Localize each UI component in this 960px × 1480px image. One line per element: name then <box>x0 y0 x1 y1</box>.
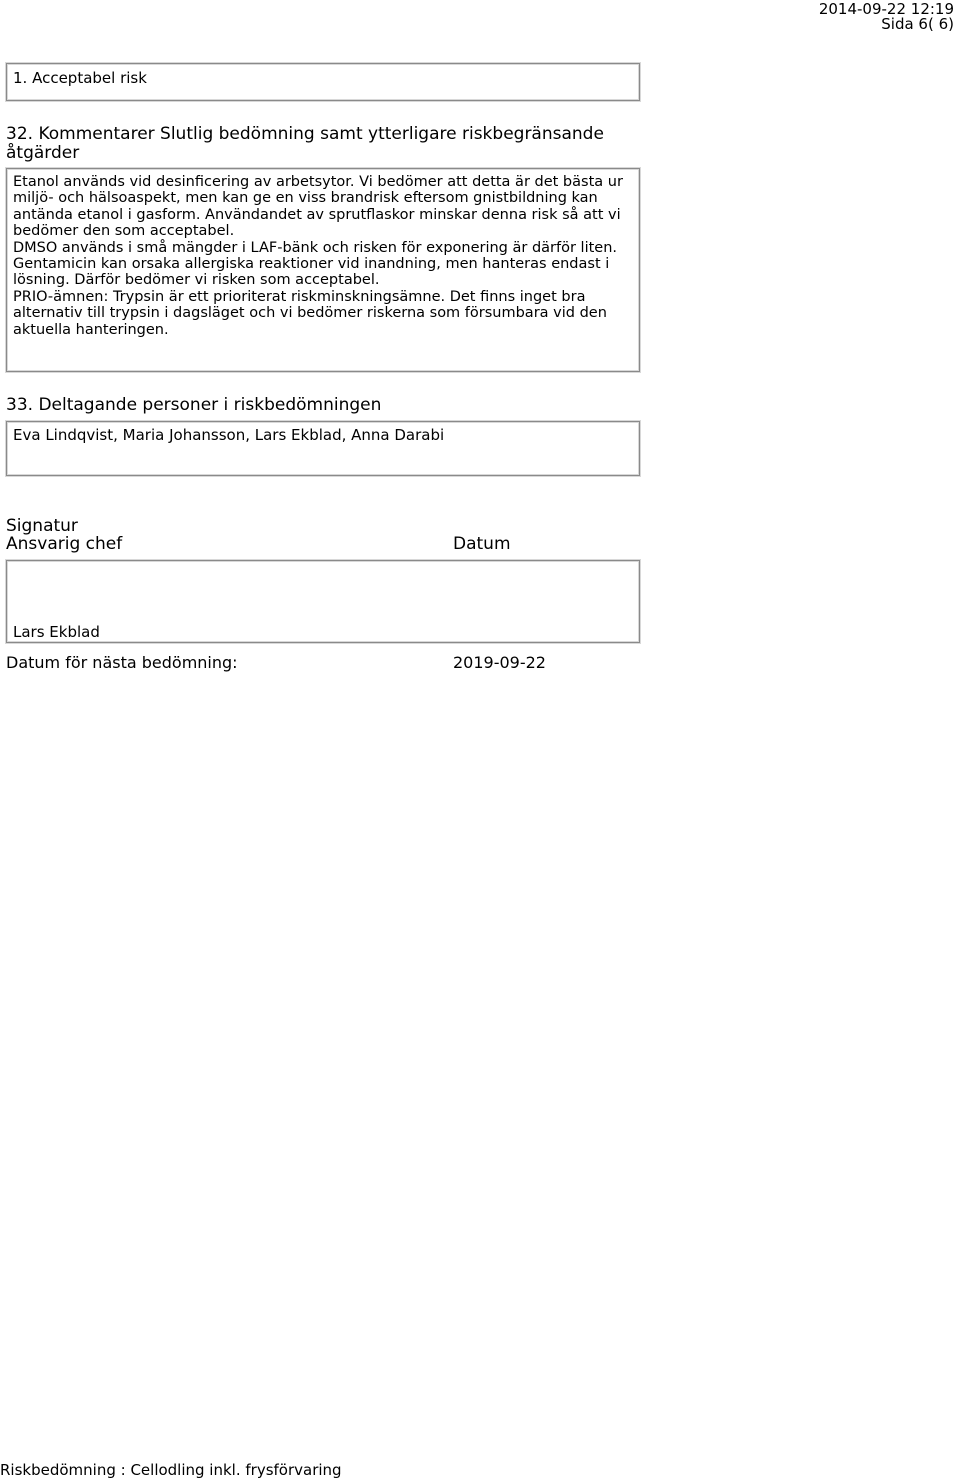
comment-paragraph-etanol: Etanol används vid desinficering av arbetsytor. Vi bedömer att detta är det bästa ur miljö- och hälsoaspekt, men kan ge en viss brandrisk eftersom gnistbildning kan antända etanol i gasform. Användandet av sprutflaskor minskar denna risk så att vi bedömer den som acceptabel. <box>13 174 623 240</box>
risk-level-box <box>6 63 640 101</box>
participants-box <box>6 421 640 476</box>
section-33-title: 33. Deltagande personer i riskbedömningen <box>6 395 382 415</box>
date-label: Datum <box>453 534 511 554</box>
risk-level-value: 1. Acceptabel risk <box>13 69 147 87</box>
responsible-manager-label: Ansvarig chef <box>6 534 123 554</box>
next-assessment-date: 2019-09-22 <box>453 653 546 672</box>
signer-name: Lars Ekblad <box>13 623 100 641</box>
page-number: Sida 6( 6) <box>881 15 954 33</box>
participants-value: Eva Lindqvist, Maria Johansson, Lars Ekblad, Anna Darabi <box>13 426 445 444</box>
comment-paragraph-gentamicin: Gentamicin kan orsaka allergiska reaktioner vid inandning, men hanteras endast i lösning. Därför bedömer vi risken som acceptabel. <box>13 256 610 289</box>
section-32-comment-box <box>6 168 640 372</box>
comment-paragraph-dmso: DMSO används i små mängder i LAF-bänk och risken för exponering är därför liten. <box>13 239 618 256</box>
section-32-comment-text <box>13 174 633 338</box>
comment-paragraph-prio: PRIO-ämnen: Trypsin är ett prioriterat riskminskningsämne. Det finns inget bra alternativ till trypsin i dagsläget och vi bedömer riskerna som försumbara vid den aktuella hanteringen. <box>13 288 607 338</box>
next-assessment-label: Datum för nästa bedömning: <box>6 653 238 672</box>
print-datetime: 2014-09-22 12:19 <box>818 0 954 18</box>
signature-box <box>6 560 640 643</box>
signature-label: Signatur <box>6 516 78 536</box>
document-footer: Riskbedömning : Cellodling inkl. frysförvaring <box>0 1461 342 1479</box>
section-32-title: 32. Kommentarer Slutlig bedömning samt ytterligare riskbegränsande åtgärder <box>6 124 604 163</box>
